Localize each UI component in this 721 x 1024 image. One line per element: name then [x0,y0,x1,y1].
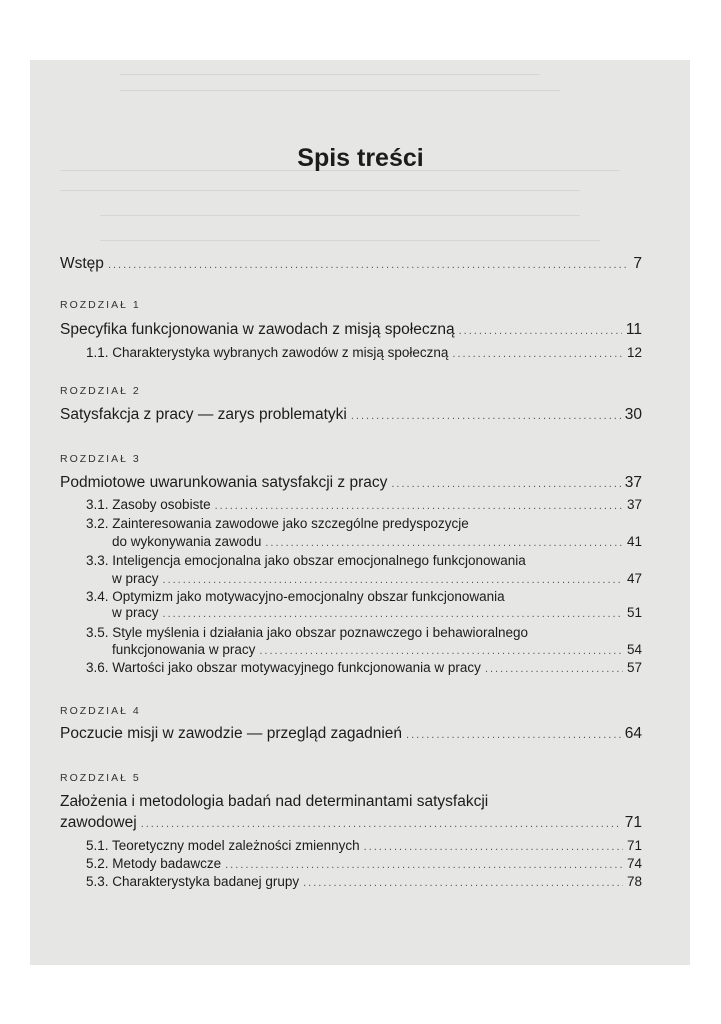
chapter-tag: ROZDZIAŁ 4 [60,705,141,717]
toc-entry-label: Podmiotowe uwarunkowania satysfakcji z pracy [60,474,388,491]
toc-entry-label-line[interactable]: 3.3. Inteligencja emocjonalna jako obszar emocjonalnego funkcjonowania [86,553,526,568]
toc-entry-chapter-5[interactable] [60,814,642,832]
toc-entry-label: w pracy [112,605,159,620]
toc-entry-page: 71 [624,814,642,831]
toc-entry-section-5-3[interactable] [86,874,642,889]
toc-entry-label: Poczucie misji w zawodzie — przegląd zagadnień [60,725,403,742]
toc-entry-label: Satysfakcja z pracy — zarys problematyki [60,406,347,423]
toc-entry-section-3-5[interactable] [112,642,642,657]
toc-entry-label-line[interactable]: Założenia i metodologia badań nad determinantami satysfakcji [60,793,489,810]
toc-entry-label: funkcjonowania w pracy [112,642,256,657]
leader-dots [391,478,620,490]
toc-entry-section-3-1[interactable] [86,497,642,512]
toc-entry-label: 3.6. Wartości jako obszar motywacyjnego funkcjonowania w pracy [86,660,481,675]
leader-dots [265,537,623,549]
toc-entry-label: 3.1. Zasoby osobiste [86,497,211,512]
toc-entry-section-1-1[interactable] [86,345,642,360]
toc-entry-label: w pracy [112,571,159,586]
leader-dots [215,500,623,512]
chapter-tag: ROZDZIAŁ 1 [60,299,141,311]
toc-entry-label: Specyfika funkcjonowania w zawodach z misją społeczną [60,321,455,338]
leader-dots [163,608,623,620]
toc-entry-page: 30 [624,406,642,423]
leader-dots [364,841,623,853]
toc-entry-section-5-1[interactable] [86,838,642,853]
toc-entry-page: 37 [626,497,642,512]
toc-entry-label: do wykonywania zawodu [112,534,262,549]
toc-entry-page: 47 [626,571,642,586]
toc-entry-intro[interactable] [60,255,642,273]
toc-entry-page: 74 [626,856,642,871]
toc-entry-page: 57 [626,660,642,675]
leader-dots [303,877,623,889]
page-title: Spis treści [297,144,424,172]
leader-dots [452,348,623,360]
leader-dots [225,859,623,871]
toc-entry-label: 5.2. Metody badawcze [86,856,222,871]
toc-entry-label-line[interactable]: 3.4. Optymizm jako motywacyjno-emocjonalny obszar funkcjonowania [86,589,505,604]
chapter-tag: ROZDZIAŁ 5 [60,772,141,784]
toc-entry-label-line[interactable]: 3.5. Style myślenia i działania jako obszar poznawczego i behawioralnego [86,625,529,640]
toc-entry-page: 51 [626,605,642,620]
toc-entry-label: 1.1. Charakterystyka wybranych zawodów z misją społeczną [86,345,449,360]
toc-entry-page: 78 [626,874,642,889]
toc-entry-section-5-2[interactable] [86,856,642,871]
toc-entry-chapter-1[interactable] [60,321,642,339]
toc-entry-section-3-2[interactable] [112,534,642,549]
leader-dots [406,729,621,741]
toc-entry-label-line[interactable]: 3.2. Zainteresowania zawodowe jako szczególne predyspozycje [86,516,469,531]
toc-entry-page: 64 [624,725,642,742]
leader-dots [459,325,622,337]
chapter-tag: ROZDZIAŁ 3 [60,453,141,465]
toc-entry-page: 54 [626,642,642,657]
toc-entry-page: 12 [626,345,642,360]
toc-entry-page: 11 [625,321,642,338]
toc-entry-section-3-3[interactable] [112,571,642,586]
toc-entry-page: 37 [624,474,642,491]
toc-entry-section-3-6[interactable] [86,660,642,675]
toc-entry-label: 5.3. Charakterystyka badanej grupy [86,874,300,889]
leader-dots [485,663,623,675]
toc-entry-chapter-4[interactable] [60,725,642,743]
chapter-tag: ROZDZIAŁ 2 [60,385,141,397]
toc-entry-page: 71 [626,838,642,853]
toc-entry-label: Wstęp [60,255,104,272]
toc-entry-chapter-2[interactable] [60,406,642,424]
toc-entry-section-3-4[interactable] [112,605,642,620]
leader-dots [351,410,621,422]
toc-entry-label: zawodowej [60,814,137,831]
leader-dots [141,818,621,830]
leader-dots [108,259,629,271]
toc-entry-page: 7 [633,255,642,272]
toc-entry-chapter-3[interactable] [60,474,642,492]
leader-dots [163,574,623,586]
toc-entry-label: 5.1. Teoretyczny model zależności zmiennych [86,838,360,853]
toc-entry-page: 41 [626,534,642,549]
leader-dots [259,645,623,657]
